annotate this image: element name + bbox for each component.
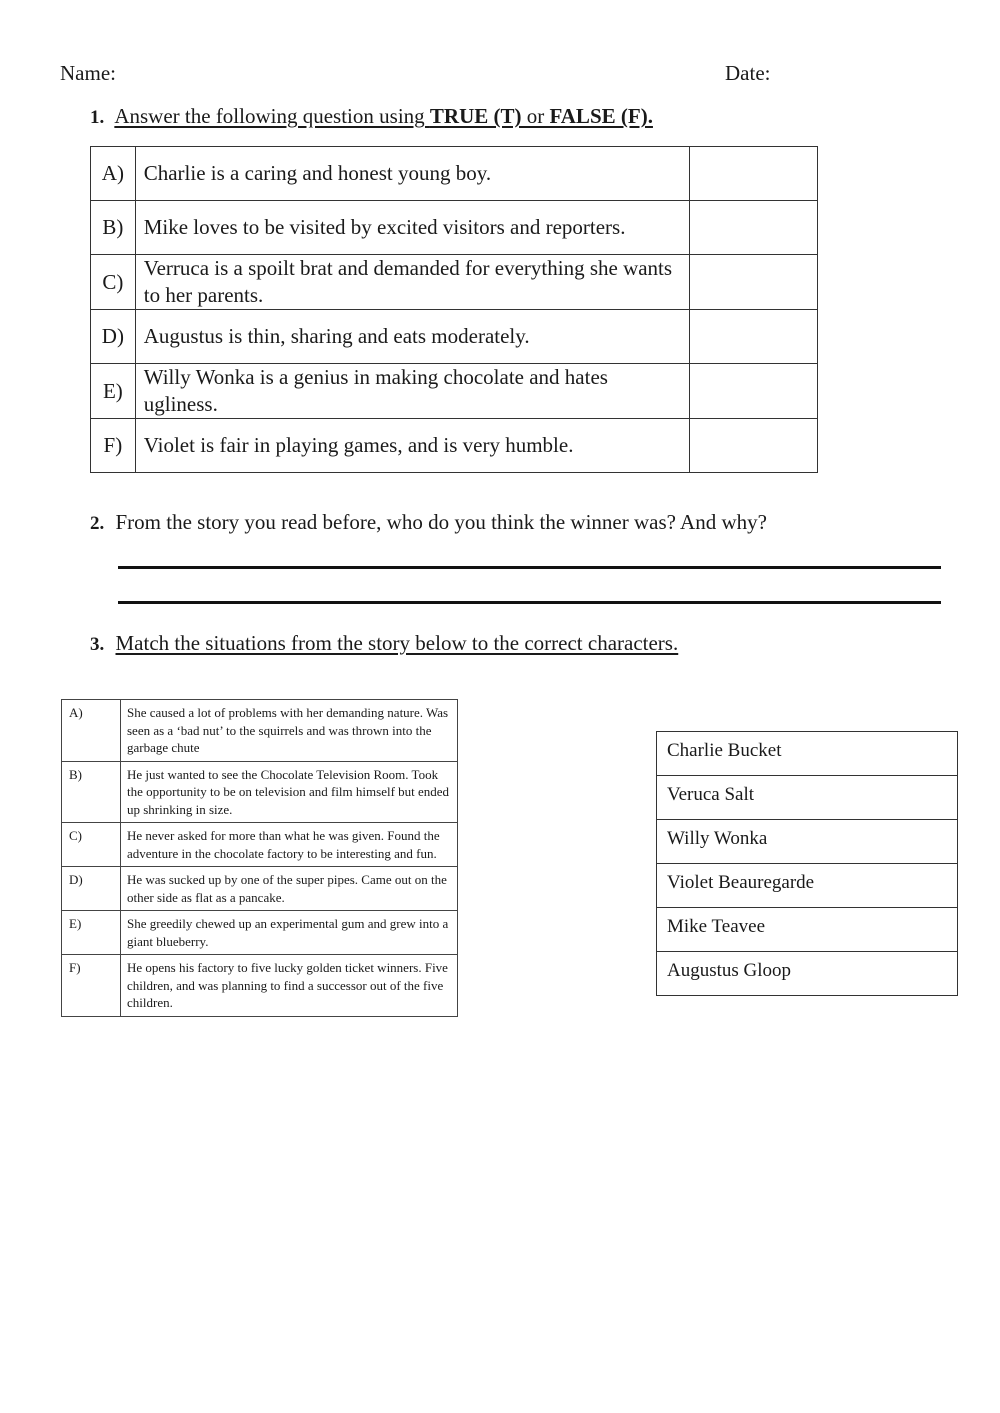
tf-statement: Charlie is a caring and honest young boy. bbox=[135, 147, 690, 201]
true-false-table bbox=[90, 146, 818, 473]
situation-label: A) bbox=[62, 700, 121, 762]
character-name[interactable]: Veruca Salt bbox=[657, 776, 958, 820]
tf-row-label: D) bbox=[91, 310, 136, 364]
answer-line-2[interactable] bbox=[118, 601, 941, 604]
character-row bbox=[657, 776, 958, 820]
situation-row bbox=[62, 761, 458, 823]
situation-row bbox=[62, 700, 458, 762]
character-name[interactable]: Charlie Bucket bbox=[657, 732, 958, 776]
situation-label: C) bbox=[62, 823, 121, 867]
situation-label: B) bbox=[62, 761, 121, 823]
character-row bbox=[657, 732, 958, 776]
situation-row bbox=[62, 911, 458, 955]
situation-row bbox=[62, 823, 458, 867]
tf-row bbox=[91, 147, 818, 201]
tf-row-label: E) bbox=[91, 364, 136, 419]
question-3-number: 3. bbox=[90, 634, 105, 655]
character-row bbox=[657, 864, 958, 908]
character-name[interactable]: Mike Teavee bbox=[657, 908, 958, 952]
tf-answer-cell[interactable] bbox=[690, 147, 818, 201]
question-3-heading bbox=[90, 631, 678, 656]
tf-answer-cell[interactable] bbox=[690, 310, 818, 364]
situation-text: She caused a lot of problems with her demanding nature. Was seen as a ‘bad nut’ to the squirrels and was thrown into the garbage chute bbox=[121, 700, 458, 762]
question-3-instruction: Match the situations from the story below to the correct characters. bbox=[115, 631, 679, 655]
tf-row-label: F) bbox=[91, 419, 136, 473]
name-label: Name: bbox=[60, 61, 116, 85]
situation-label: D) bbox=[62, 867, 121, 911]
tf-statement: Willy Wonka is a genius in making chocolate and hates ugliness. bbox=[135, 364, 690, 419]
tf-statement: Verruca is a spoilt brat and demanded for everything she wants to her parents. bbox=[135, 255, 690, 310]
tf-statement: Mike loves to be visited by excited visitors and reporters. bbox=[135, 201, 690, 255]
tf-answer-cell[interactable] bbox=[690, 255, 818, 310]
tf-answer-cell[interactable] bbox=[690, 201, 818, 255]
character-name[interactable]: Augustus Gloop bbox=[657, 952, 958, 996]
character-row bbox=[657, 952, 958, 996]
character-name[interactable]: Willy Wonka bbox=[657, 820, 958, 864]
character-row bbox=[657, 908, 958, 952]
situation-text: He was sucked up by one of the super pipes. Came out on the other side as flat as a pancake. bbox=[121, 867, 458, 911]
situation-row bbox=[62, 867, 458, 911]
question-2-heading bbox=[90, 510, 767, 535]
situation-label: F) bbox=[62, 955, 121, 1017]
tf-row-label: B) bbox=[91, 201, 136, 255]
tf-row bbox=[91, 310, 818, 364]
question-1-heading bbox=[90, 104, 653, 129]
tf-row bbox=[91, 419, 818, 473]
situation-text: He opens his factory to five lucky golden ticket winners. Five children, and was planning to find a successor out of the five children. bbox=[121, 955, 458, 1017]
situation-text: She greedily chewed up an experimental gum and grew into a giant blueberry. bbox=[121, 911, 458, 955]
question-2-number: 2. bbox=[90, 513, 105, 534]
tf-statement: Violet is fair in playing games, and is very humble. bbox=[135, 419, 690, 473]
question-2-text: From the story you read before, who do you think the winner was? And why? bbox=[115, 510, 767, 534]
character-row bbox=[657, 820, 958, 864]
situation-text: He just wanted to see the Chocolate Television Room. Took the opportunity to be on television and film himself but ended up shrinking in size. bbox=[121, 761, 458, 823]
tf-answer-cell[interactable] bbox=[690, 419, 818, 473]
character-name[interactable]: Violet Beauregarde bbox=[657, 864, 958, 908]
situation-text: He never asked for more than what he was given. Found the adventure in the chocolate factory to be interesting and fun. bbox=[121, 823, 458, 867]
characters-table bbox=[656, 731, 958, 996]
date-label: Date: bbox=[725, 61, 771, 85]
situation-row bbox=[62, 955, 458, 1017]
question-1-instruction: Answer the following question using TRUE (T) or FALSE (F). bbox=[114, 104, 653, 128]
situations-table bbox=[61, 699, 458, 1017]
tf-row-label: A) bbox=[91, 147, 136, 201]
question-1-number: 1. bbox=[90, 107, 105, 128]
tf-statement: Augustus is thin, sharing and eats moderately. bbox=[135, 310, 690, 364]
tf-row bbox=[91, 364, 818, 419]
situation-label: E) bbox=[62, 911, 121, 955]
tf-row-label: C) bbox=[91, 255, 136, 310]
tf-row bbox=[91, 201, 818, 255]
tf-answer-cell[interactable] bbox=[690, 364, 818, 419]
tf-row bbox=[91, 255, 818, 310]
answer-line-1[interactable] bbox=[118, 566, 941, 569]
